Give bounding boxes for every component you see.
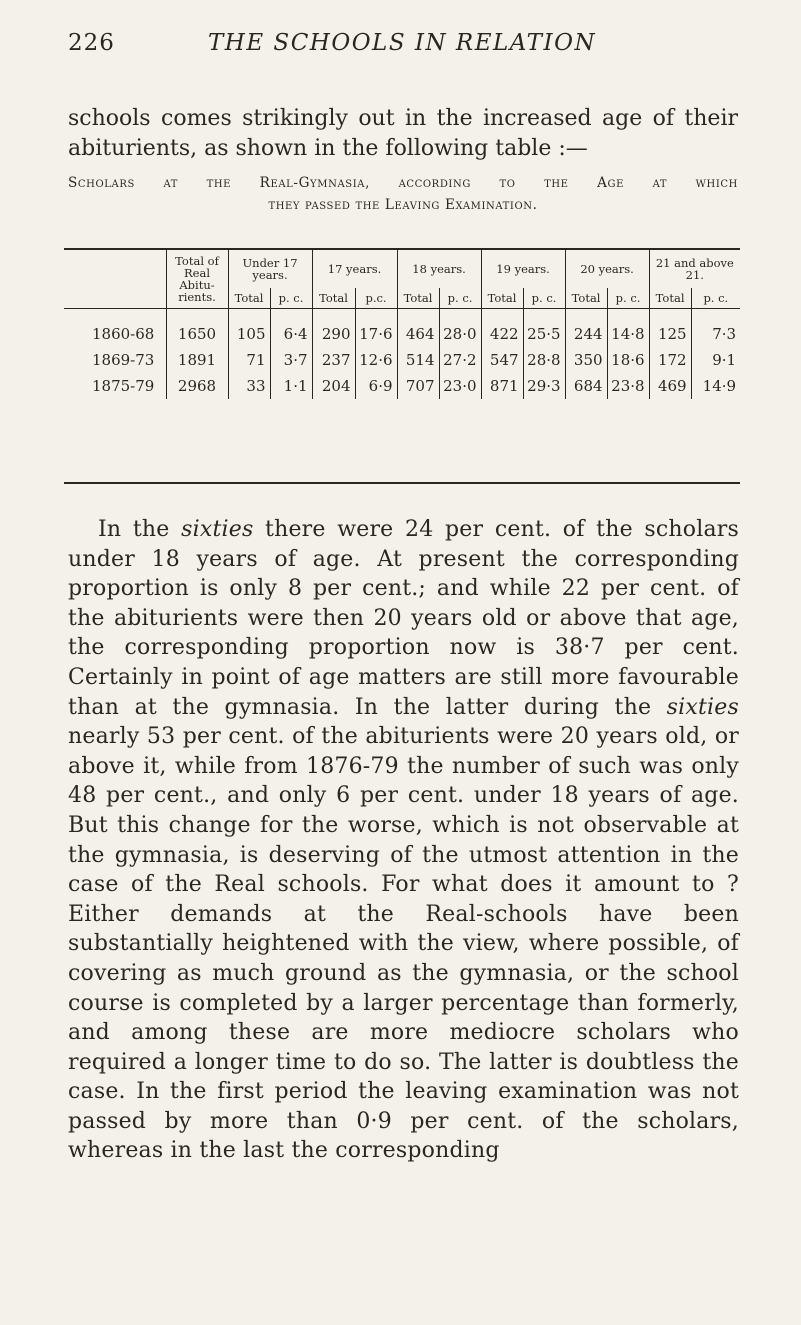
count-cell: 684 [565,373,607,399]
subheader-total: Total [649,288,691,309]
count-cell: 204 [312,373,355,399]
table-row [64,321,740,347]
age-statistics-table [64,250,740,399]
count-cell: 244 [565,321,607,347]
table-row [64,347,740,373]
percent-cell: 27·2 [439,347,481,373]
body-text-segment: there were 24 per cent. of the scholars under 18 years of age. At present the corresponding proportion is only 8 per cent.; and while 22 per cent. of the abiturients were then 20 years old or above that age, the corresponding proportion now is 38·7 per cent. Certainly in point of age matters are still more favourable than at the gymnasia. In the latter during the [68,517,739,720]
group-header-17: 17 years. [312,250,397,288]
total-cell: 1650 [166,321,228,347]
count-cell: 71 [228,347,270,373]
period-header [64,250,166,309]
percent-cell: 25·5 [523,321,565,347]
count-cell: 514 [397,347,439,373]
percent-cell: 6·4 [270,321,312,347]
total-abiturients-header: Total of Real Abitu-rients. [166,250,228,309]
percent-cell: 28·0 [439,321,481,347]
table-caption-line-1: Scholars at the Real-Gymnasia, according to the Age at which [68,175,738,191]
percent-cell: 3·7 [270,347,312,373]
italic-sixties: sixties [181,517,254,542]
percent-cell: 14·8 [607,321,649,347]
subheader-total: Total [312,288,355,309]
count-cell: 547 [481,347,523,373]
subheader-total: Total [228,288,270,309]
percent-cell: 17·6 [355,321,397,347]
percent-cell: 14·9 [691,373,740,399]
table-spacer-row [64,309,740,322]
page-number: 226 [68,30,115,56]
period-cell: 1875-79 [92,377,155,395]
count-cell: 350 [565,347,607,373]
subheader-percent: p. c. [607,288,649,309]
percent-cell: 1·1 [270,373,312,399]
count-cell: 125 [649,321,691,347]
group-header-20: 20 years. [565,250,649,288]
percent-cell: 6·9 [355,373,397,399]
period-cell: 1869-73 [92,351,155,369]
count-cell: 707 [397,373,439,399]
subheader-percent: p. c. [439,288,481,309]
percent-cell: 7·3 [691,321,740,347]
body-text-segment: nearly 53 per cent. of the abiturients were 20 years old, or above it, while from 1876-79 the number of such was only 48 per cent., and only 6 per cent. under 18 years of age. But this change for the worse, which is not observable at the gymnasia, is deserving of the utmost attention in the case of the Real schools. For what does it amount to ? Either demands at the Real-schools have been substantially heightened with the view, where possible, of covering as much ground as the gymnasia, or the school course is completed by a larger percentage than formerly, and among these are more mediocre scholars who required a longer time to do so. The latter is doubtless the case. In the first period the leaving examination was not passed by more than 0·9 per cent. of the scholars, whereas in the last the corresponding [68,724,739,1164]
subheader-percent: p.c. [355,288,397,309]
group-header-21-and-above: 21 and above 21. [649,250,740,288]
percent-cell: 23·0 [439,373,481,399]
body-text-segment: In the [98,517,182,542]
count-cell: 33 [228,373,270,399]
table-caption [68,172,738,216]
percent-cell: 9·1 [691,347,740,373]
intro-paragraph: schools comes strikingly out in the increased age of their abiturients, as shown in the following table :— [68,106,738,161]
body-paragraph [68,515,739,1166]
group-header-under-17: Under 17 years. [228,250,312,288]
table-caption-line-2: they passed the Leaving Examination. [268,197,538,213]
percent-cell: 23·8 [607,373,649,399]
group-header-19: 19 years. [481,250,565,288]
running-head: THE SCHOOLS IN RELATION [207,30,597,56]
percent-cell: 12·6 [355,347,397,373]
count-cell: 105 [228,321,270,347]
table-row [64,373,740,399]
subheader-percent: p. c. [523,288,565,309]
subheader-percent: p. c. [270,288,312,309]
count-cell: 237 [312,347,355,373]
subheader-total: Total [565,288,607,309]
percent-cell: 29·3 [523,373,565,399]
italic-sixties: sixties [666,694,739,720]
period-cell: 1860-68 [92,325,155,343]
table-bottom-rule [64,482,740,484]
page-header [68,24,736,64]
subheader-total: Total [481,288,523,309]
count-cell: 464 [397,321,439,347]
group-header-18: 18 years. [397,250,481,288]
count-cell: 469 [649,373,691,399]
total-cell: 1891 [166,347,228,373]
percent-cell: 28·8 [523,347,565,373]
count-cell: 871 [481,373,523,399]
subheader-percent: p. c. [691,288,740,309]
count-cell: 422 [481,321,523,347]
count-cell: 290 [312,321,355,347]
count-cell: 172 [649,347,691,373]
subheader-total: Total [397,288,439,309]
total-cell: 2968 [166,373,228,399]
percent-cell: 18·6 [607,347,649,373]
